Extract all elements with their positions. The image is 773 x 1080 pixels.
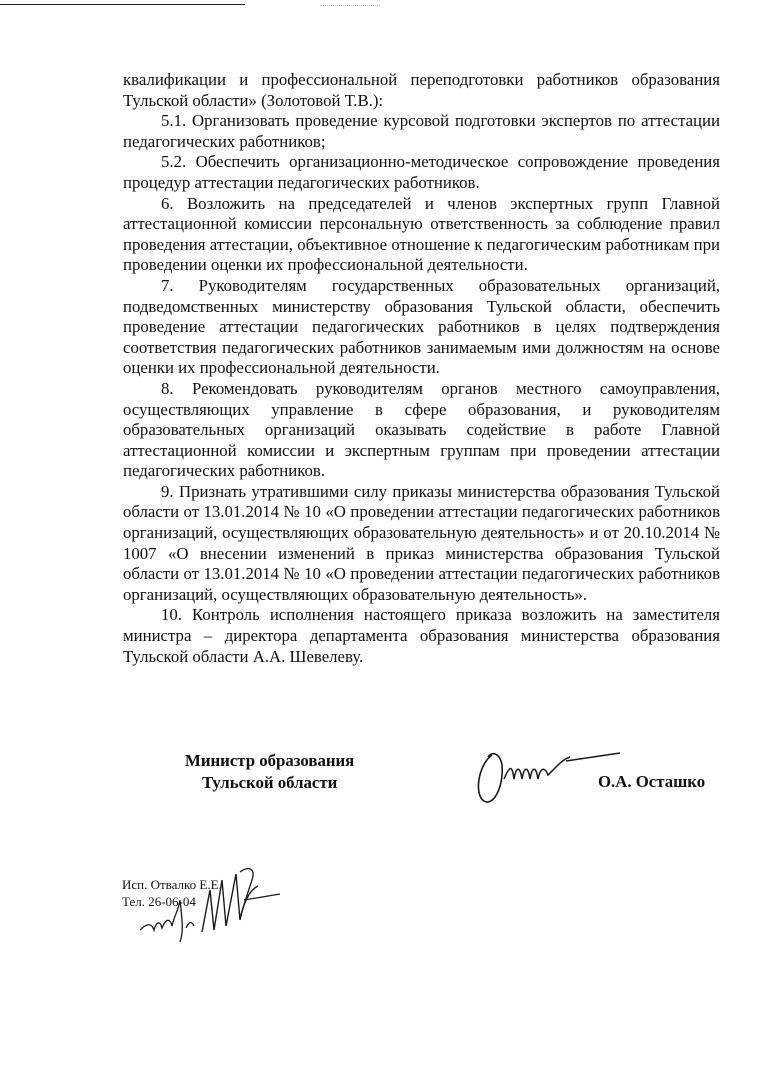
executor-phone: Тел. 26-06-04: [122, 894, 196, 909]
handwritten-signature-executor: [140, 860, 300, 950]
paragraph-10: 10. Контроль исполнения настоящего приказа возложить на заместителя министра – директора департамента образования министерства образования Тульской области А.А. Шевелеву.: [123, 605, 720, 666]
paragraph-7: 7. Руководителям государственных образовательных организаций, подведомственных министерству образования Тульской области, обеспечить проведение аттестации педагогических работников в целях подтверждения соответствия педагогических работников занимаемым ими должностям на основе оценки их профессиональной деятельности.: [123, 275, 720, 378]
paragraph-6: 6. Возложить на председателей и членов экспертных групп Главной аттестационной комиссии персональную ответственность за соблюдение правил проведения аттестации, объективное отношение к педагогическим работникам при проведении оценки их профессиональной деятельности.: [123, 193, 720, 275]
paragraph-9: 9. Признать утратившими силу приказы министерства образования Тульской области от 13.01.2014 № 10 «О проведении аттестации педагогических работников организаций, осуществляющих образовательную деятельность» и от 20.10.2014 № 1007 «О внесении изменений в приказ министерства образования Тульской области от 13.01.2014 № 10 «О проведении аттестации педагогических работников организаций, осуществляющих образовательную деятельность».: [123, 481, 720, 604]
paragraph-5-2: 5.2. Обеспечить организационно-методическое сопровождение проведения процедур аттестации педагогических работников.: [123, 152, 720, 192]
signatory-title: [185, 750, 354, 794]
signatory-title-line-2: Тульской области: [201, 773, 338, 792]
paragraph-5-continuation: квалификации и профессиональной переподготовки работников образования Тульской области» (Золотовой Т.В.):: [123, 70, 720, 110]
paragraph-5-1: 5.1. Организовать проведение курсовой подготовки экспертов по аттестации педагогических работников;: [123, 111, 720, 151]
executor-name: Исп. Отвалко Е.Е.: [122, 877, 222, 892]
signatory-name: О.А. Осташко: [598, 772, 706, 791]
document-body: [123, 70, 720, 667]
top-rule: [0, 4, 245, 5]
paragraph-8: 8. Рекомендовать руководителям органов местного самоуправления, осуществляющих управление в сфере образования, и руководителям образовательных организаций оказывать содействие в работе Главной аттестационной комиссии и экспертным группам при проведении аттестации педагогических работников.: [123, 378, 720, 481]
signatory-title-line-1: Министр образования: [185, 751, 355, 770]
top-dash-mark: [320, 5, 380, 6]
